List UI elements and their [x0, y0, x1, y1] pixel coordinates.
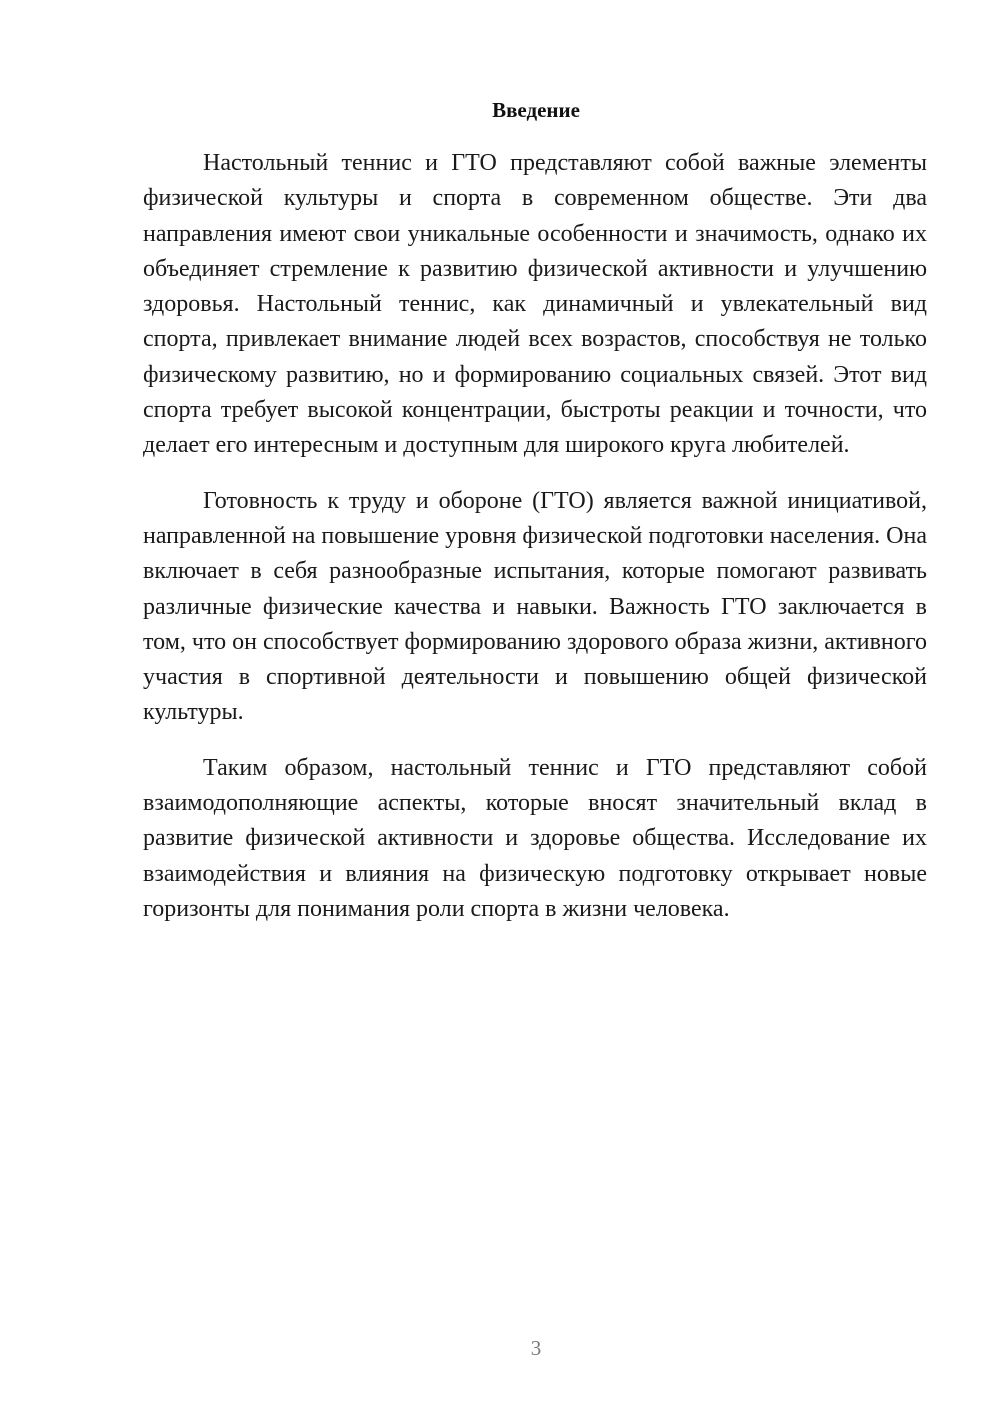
- paragraph-conclusion: Таким образом, настольный теннис и ГТО представляют собой взаимодополняющие аспекты, которые вносят значительный вклад в развитие физической активности и здоровье общества. Исследование их взаимодействия и влияния на физическую подготовку открывает новые горизонты для понимания роли спорта в жизни человека.: [143, 754, 927, 922]
- page-number: 3: [530, 1336, 542, 1360]
- section-title: Введение: [492, 98, 580, 122]
- body-text: [143, 146, 927, 947]
- paragraph-intro-tennis: Настольный теннис и ГТО представляют собой важные элементы физической культуры и спорта в современном обществе. Эти два направления имеют свои уникальные особенности и значимость, однако их объединяет стремление к развитию физической активности и улучшению здоровья. Настольный теннис, как динамичный и увлекательный вид спорта, привлекает внимание людей всех возрастов, способствуя не только физическому развитию, но и формированию социальных связей. Этот вид спорта требует высокой концентрации, быстроты реакции и точности, что делает его интересным и доступным для широкого круга любителей.: [143, 150, 927, 459]
- paragraph-gto: Готовность к труду и обороне (ГТО) является важной инициативой, направленной на повышение уровня физической подготовки населения. Она включает в себя разнообразные испытания, которые помогают развивать различные физические качества и навыки. Важность ГТО заключается в том, что он способствует формированию здорового образа жизни, активного участия в спортивной деятельности и повышению общей физической культуры.: [143, 487, 927, 726]
